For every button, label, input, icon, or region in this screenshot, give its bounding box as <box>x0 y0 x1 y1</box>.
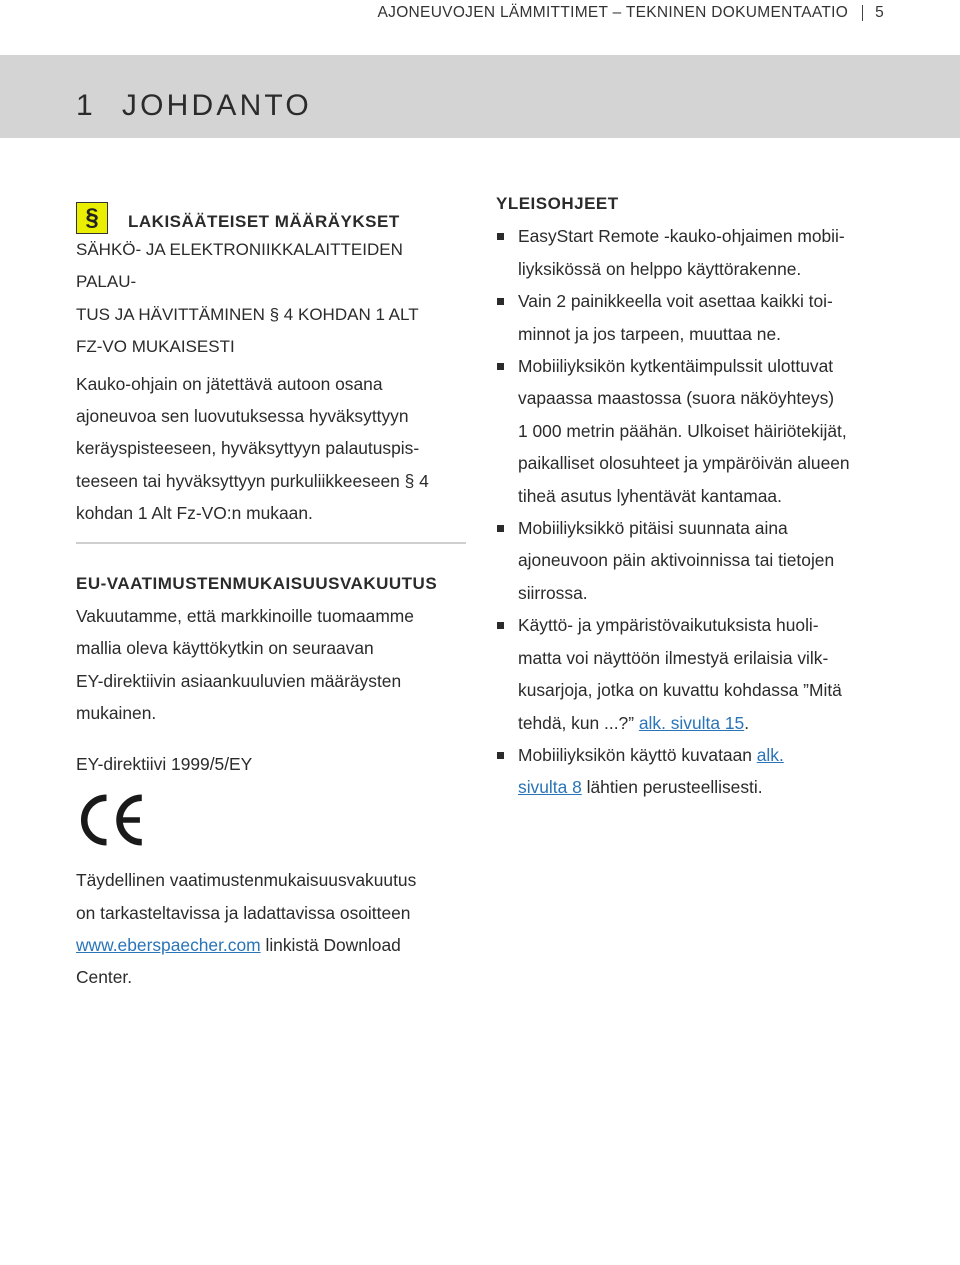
running-header <box>378 2 884 24</box>
bullet-line: Vain 2 painikkeella voit asettaa kaikki toi- <box>518 291 833 312</box>
spacer <box>76 730 466 748</box>
conformity-body-line: Vakuutamme, että markkinoille tuomaamme <box>76 606 414 627</box>
declaration-line: Center. <box>76 967 133 988</box>
legal-heading: LAKISÄÄTEISET MÄÄRÄYKSET <box>128 212 400 231</box>
header-separator <box>862 5 863 21</box>
chapter-name: JOHDANTO <box>121 89 312 122</box>
declaration-line: on tarkasteltavissa ja ladattavissa osoitteen <box>76 902 411 923</box>
bullet-line: ajoneuvoon päin aktivoinnissa tai tietojen <box>518 550 835 571</box>
paragraph-icon: § <box>76 202 108 234</box>
legal-body <box>76 368 466 530</box>
general-bullet-list <box>496 220 896 803</box>
legal-body-line: keräyspisteeseen, hyväksyttyyn palautuspis- <box>76 438 420 459</box>
bullet-line-suffix: . <box>744 712 750 733</box>
legal-subheading-line: FZ-VO MUKAISESTI <box>76 337 235 357</box>
full-declaration-text <box>76 864 466 994</box>
bullet-line: vapaassa maastossa (suora näköyhteys) <box>518 388 835 409</box>
legal-body-line: ajoneuvoa sen luovutuksessa hyväksyttyyn <box>76 406 409 427</box>
bullet-line: paikalliset olosuhteet ja ympäröivän alueen <box>518 453 850 474</box>
conformity-body-line: mallia oleva käyttökytkin on seuraavan <box>76 638 374 659</box>
legal-heading-row <box>76 198 466 234</box>
conformity-heading: EU-VAATIMUSTENMUKAISUUSVAKUUTUS <box>76 573 438 593</box>
bullet-line: matta voi näyttöön ilmestyä erilaisia vilk- <box>518 647 829 668</box>
list-item <box>496 220 896 285</box>
chapter-title <box>76 88 312 124</box>
bullet-line: liyksikössä on helppo käyttörakenne. <box>518 258 802 279</box>
eberspaecher-website-link[interactable]: www.eberspaecher.com <box>76 934 261 955</box>
directive-text: EY-direktiivi 1999/5/EY <box>76 753 253 774</box>
section-divider <box>76 542 466 544</box>
bullet-line: tiheä asutus lyhentävät kantamaa. <box>518 485 782 506</box>
bullet-line-prefix: tehdä, kun ...?” <box>518 712 639 733</box>
legal-body-line: kohdan 1 Alt Fz-VO:n mukaan. <box>76 503 313 524</box>
general-heading: YLEISOHJEET <box>496 194 619 213</box>
bullet-line: minnot ja jos tarpeen, muuttaa ne. <box>518 323 781 344</box>
conformity-body <box>76 600 466 730</box>
page-number: 5 <box>875 4 884 21</box>
legal-subheading <box>76 234 466 364</box>
bullet-link-line <box>518 739 896 771</box>
ce-mark-icon <box>76 794 150 846</box>
declaration-line: Täydellinen vaatimustenmukaisuusvakuutus <box>76 870 417 891</box>
bullet-line: Käyttö- ja ympäristövaikutuksista huoli- <box>518 615 819 636</box>
bullet-line: EasyStart Remote -kauko-ohjaimen mobii- <box>518 226 845 247</box>
legal-body-line: Kauko-ohjain on jätettävä autoon osana <box>76 373 383 394</box>
declaration-after-link: linkistä Download <box>260 934 401 955</box>
page-8-link-part2[interactable]: sivulta 8 <box>518 777 582 798</box>
left-column <box>76 198 466 994</box>
legal-subheading-line: SÄHKÖ- JA ELEKTRONIIKKALAITTEIDEN PALAU- <box>76 240 403 292</box>
legal-body-line: teeseen tai hyväksyttyyn purkuliikkeeseen § 4 <box>76 470 429 491</box>
running-header-title: AJONEUVOJEN LÄMMITTIMET – TEKNINEN DOKUMENTAATIO <box>377 4 849 21</box>
conformity-body-line: mukainen. <box>76 703 157 724</box>
bullet-line: siirrossa. <box>518 582 588 603</box>
bullet-line: 1 000 metrin päähän. Ulkoiset häiriötekijät, <box>518 420 847 441</box>
conformity-body-line: EY-direktiivin asiaankuuluvien määräysten <box>76 670 402 691</box>
page-15-link[interactable]: alk. sivulta 15 <box>638 712 745 733</box>
list-item <box>496 609 896 739</box>
legal-subheading-line: TUS JA HÄVITTÄMINEN § 4 KOHDAN 1 ALT <box>76 304 419 324</box>
bullet-line: Mobiiliyksikön kytkentäimpulssit ulottuvat <box>518 356 834 377</box>
bullet-line-suffix: lähtien perusteellisesti. <box>581 777 763 798</box>
bullet-line-prefix: Mobiiliyksikön käyttö kuvataan <box>518 744 757 765</box>
page-8-link-part1[interactable]: alk. <box>756 744 784 765</box>
right-column <box>496 188 896 804</box>
bullet-line: kusarjoja, jotka on kuvattu kohdassa ”Mitä <box>518 680 842 701</box>
bullet-link-line <box>518 707 896 739</box>
bullet-line: Mobiiliyksikkö pitäisi suunnata aina <box>518 518 788 539</box>
chapter-number: 1 <box>76 89 96 122</box>
list-item <box>496 350 896 512</box>
list-item <box>496 739 896 804</box>
bullet-link-line <box>518 771 896 803</box>
list-item <box>496 285 896 350</box>
list-item <box>496 512 896 609</box>
declaration-link-line <box>76 929 466 961</box>
